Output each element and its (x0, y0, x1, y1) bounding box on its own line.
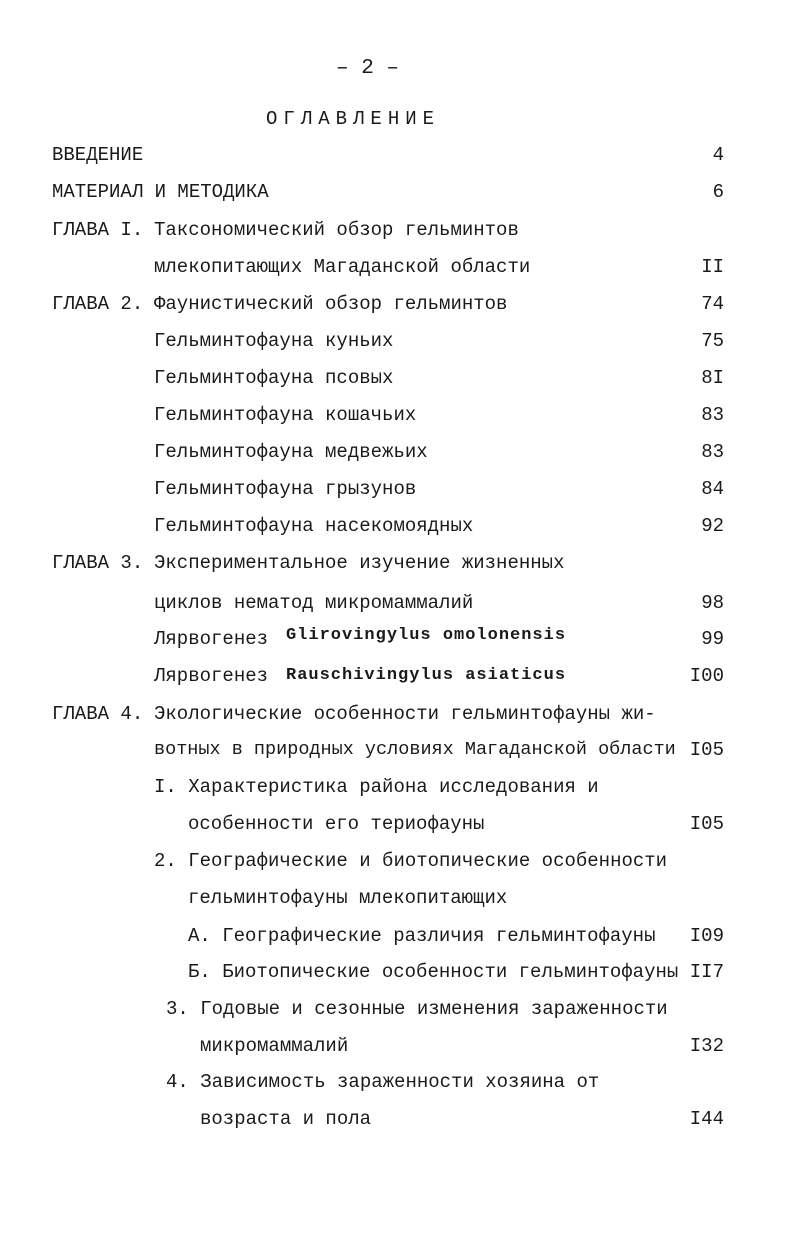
toc-subentry: Гельминтофауна насекомоядных (154, 515, 474, 537)
toc-page-number: 98 (701, 592, 724, 614)
toc-page-number: 84 (701, 478, 724, 500)
toc-entry-chapter-4: Экологические особенности гельминтофауны жи- (154, 703, 656, 725)
toc-page-number: 99 (701, 628, 724, 650)
toc-page-number: I09 (689, 925, 724, 947)
toc-page-number: I05 (689, 739, 724, 761)
toc-page-number: 83 (701, 404, 724, 426)
species-name: Glirovingylus omolonensis (286, 626, 567, 645)
toc-entry-chapter-1-cont: млекопитающих Магаданской области (154, 256, 531, 278)
toc-subentry: Лярвогенез (154, 665, 269, 687)
toc-section-cont: микромаммалий (200, 1035, 349, 1057)
toc-entry-chapter-3-cont: циклов нематод микромаммалий (154, 592, 474, 614)
toc-section: 3. Годовые и сезонные изменения зараженности (166, 998, 668, 1020)
toc-subentry: Гельминтофауна псовых (154, 367, 394, 389)
toc-subentry: Гельминтофауна кошачьих (154, 404, 417, 426)
toc-entry-material-methods: МАТЕРИАЛ И МЕТОДИКА (52, 181, 269, 203)
toc-subsection: Б. Биотопические особенности гельминтофауны (188, 961, 679, 983)
chapter-label: ГЛАВА 4. (52, 703, 144, 725)
page-title: ОГЛАВЛЕНИЕ (266, 108, 441, 130)
toc-subentry: Гельминтофауна куньих (154, 330, 394, 352)
toc-page-number: I05 (689, 813, 724, 835)
toc-section-cont: возраста и пола (200, 1108, 372, 1130)
chapter-label: ГЛАВА 2. (52, 293, 144, 315)
species-name: Rauschivingylus asiaticus (286, 666, 567, 685)
toc-entry-introduction: ВВЕДЕНИЕ (52, 144, 144, 166)
toc-subentry: Гельминтофауна медвежьих (154, 441, 428, 463)
toc-section: 4. Зависимость зараженности хозяина от (166, 1071, 600, 1093)
toc-page-number: II7 (689, 961, 724, 983)
toc-page-number: 6 (712, 181, 724, 203)
toc-entry-chapter-1: Таксономический обзор гельминтов (154, 219, 519, 241)
chapter-label: ГЛАВА I. (52, 219, 144, 241)
toc-page-number: II (701, 256, 724, 278)
toc-page-number: 75 (701, 330, 724, 352)
toc-page-number: 83 (701, 441, 724, 463)
toc-entry-chapter-4-cont: вотных в природных условиях Магаданской области (154, 739, 676, 760)
toc-page-number: 74 (701, 293, 724, 315)
toc-page-number: 8I (701, 367, 724, 389)
toc-section-cont: гельминтофауны млекопитающих (188, 887, 508, 909)
toc-section: 2. Географические и биотопические особенности (154, 850, 668, 872)
toc-page-number: 4 (712, 144, 724, 166)
chapter-label: ГЛАВА 3. (52, 552, 144, 574)
toc-entry-chapter-2: Фаунистический обзор гельминтов (154, 293, 508, 315)
toc-entry-chapter-3: Экспериментальное изучение жизненных (154, 552, 565, 574)
toc-subentry: Лярвогенез (154, 628, 269, 650)
toc-section: I. Характеристика района исследования и (154, 776, 599, 798)
toc-subsection: А. Географические различия гельминтофауны (188, 925, 656, 947)
toc-page-number: 92 (701, 515, 724, 537)
toc-page-number: I44 (689, 1108, 724, 1130)
toc-page-number: I00 (689, 665, 724, 687)
toc-subentry: Гельминтофауна грызунов (154, 478, 417, 500)
toc-section-cont: особенности его териофауны (188, 813, 485, 835)
toc-page-number: I32 (689, 1035, 724, 1057)
page-number: – 2 – (336, 57, 400, 80)
